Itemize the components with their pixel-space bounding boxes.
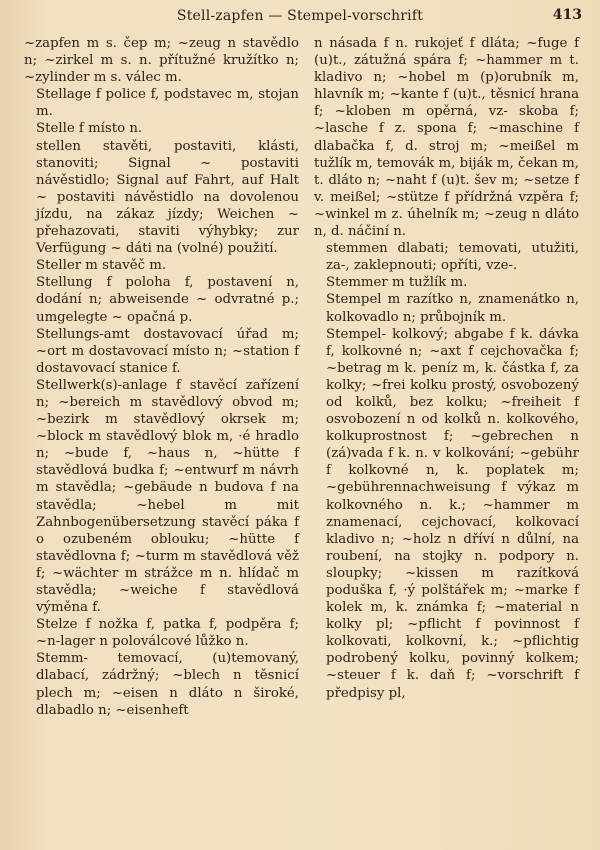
entry: Stempel m razítko n, znamenátko n, kolkovadlo n; průbojník m. <box>326 292 579 325</box>
entry: Stemmer m tužlík m. <box>326 275 468 291</box>
entry: Stelle f místo n. <box>36 121 143 137</box>
right-column <box>314 35 579 702</box>
entry: Stellwerk(s)-anlage f stavěcí zařízení n; ~bereich m stavědlový obvod m; ~bezirk m stavědlový okrsek m; ~block m stavědlový blok m, ·é hradlo n; ~bude f, ~haus n, ~hütte f stavědlová budka f; ~entwurf m návrh m stavědla; ~gebäude n budova f na stavědla; ~hebel m mit Zahnbogenübersetzung stavěcí páka f o ozubeném oblouku; ~hütte f stavědlovna f; ~turm m stavědlová věž f; ~wächter m strážce m n. hlídač m stavědla; ~weiche f stavědlová výměna f. <box>36 377 299 616</box>
entry: Stelze f nožka f, patka f, podpěra f; ~n-lager n poloválcové lůžko n. <box>36 617 299 650</box>
entry: Stellage f police f, podstavec m, stojan m. <box>36 87 299 120</box>
entry: Stempel- kolkový; abgabe f k. dávka f, kolkovné n; ~axt f cejchovačka f; ~betrag m k. peníz m, k. částka f, za kolky; ~frei kolku prostý, osvobozený od kolků, bez kolku; ~freiheit f osvobození n od kolků n. kolkového, kolkuprostnost f; ~gebrechen n (zá)vada f k. n. v kolkování; ~gebühr f kolkovné n, k. poplatek m; ~gebührennachweisung f výkaz m kolkovného n. k.; ~hammer m znamenací, cejchovací, kolkovací kladivo n; ~holz n dříví n důlní, na roubení, na stojky n. podpory n. sloupky; ~kissen m razítková poduška f, ·ý polštářek m; ~marke f kolek m, k. známka f; ~material n kolky pl; ~pflicht f povinnost f kolkovati, kolkovní, k.; ~pflichtig podrobený kolku, povinný kolkem; ~steuer f k. daň f; ~vorschrift f předpisy pl, <box>326 326 579 701</box>
entry: Steller m stavěč m. <box>36 258 167 274</box>
entry: Stellungs-amt dostavovací úřad m; ~ort m dostavovací místo n; ~station f dostavovací stanice f. <box>36 326 299 376</box>
page-number: 413 <box>552 7 582 23</box>
entry: ~zapfen m s. čep m; ~zeug n stavědlo n; ~zirkel m s. n. přítužné kružítko n; ~zylinder m s. válec m. <box>24 36 299 86</box>
running-head: Stell-zapfen — Stempel-vorschrift <box>176 8 424 24</box>
entry: n násada f n. rukojeť f dláta; ~fuge f (u)t., zátužná spára f; ~hammer m t. kladivo n; ~hobel m (p)orubník m, hlavník m; ~kante f (u)t., těsnicí hrana f; ~kloben m opěrná, vz- skoba f; ~lasche f z. spona f; ~maschine f dlabačka f, d. stroj m; ~meißel m tužlík m, temovák m, biják m, čekan m, t. dláto n; ~naht f (u)t. šev m; ~setze f v. meißel; ~stütze f přídržná vzpěra f; ~winkel m z. úhelník m; ~zeug n dláto n, d. náčiní n. <box>314 36 579 240</box>
page-header <box>0 0 600 32</box>
entry: stellen stavěti, postaviti, klásti, stanoviti; Signal ~ postaviti návěstidlo; Signal auf Fahrt, auf Halt ~ postaviti návěstidlo na dovolenou jízdu, na zákaz jízdy; Weichen ~ přehazovati, staviti výhybky; zur Verfügung ~ dáti na (volné) použití. <box>36 138 299 257</box>
entry: Stemm- temovací, (u)temovaný, dlabací, zádržný; ~blech n těsnicí plech m; ~eisen n dláto n široké, dlabadlo n; ~eisenheft <box>36 651 299 718</box>
left-column <box>24 35 299 719</box>
entry: stemmen dlabati; temovati, utužiti, za-, zaklepnouti; opříti, vze-. <box>326 241 579 274</box>
entry: Stellung f poloha f, postavení n, dodání n; abweisende ~ odvratné p.; umgelegte ~ opačná p. <box>36 275 299 325</box>
